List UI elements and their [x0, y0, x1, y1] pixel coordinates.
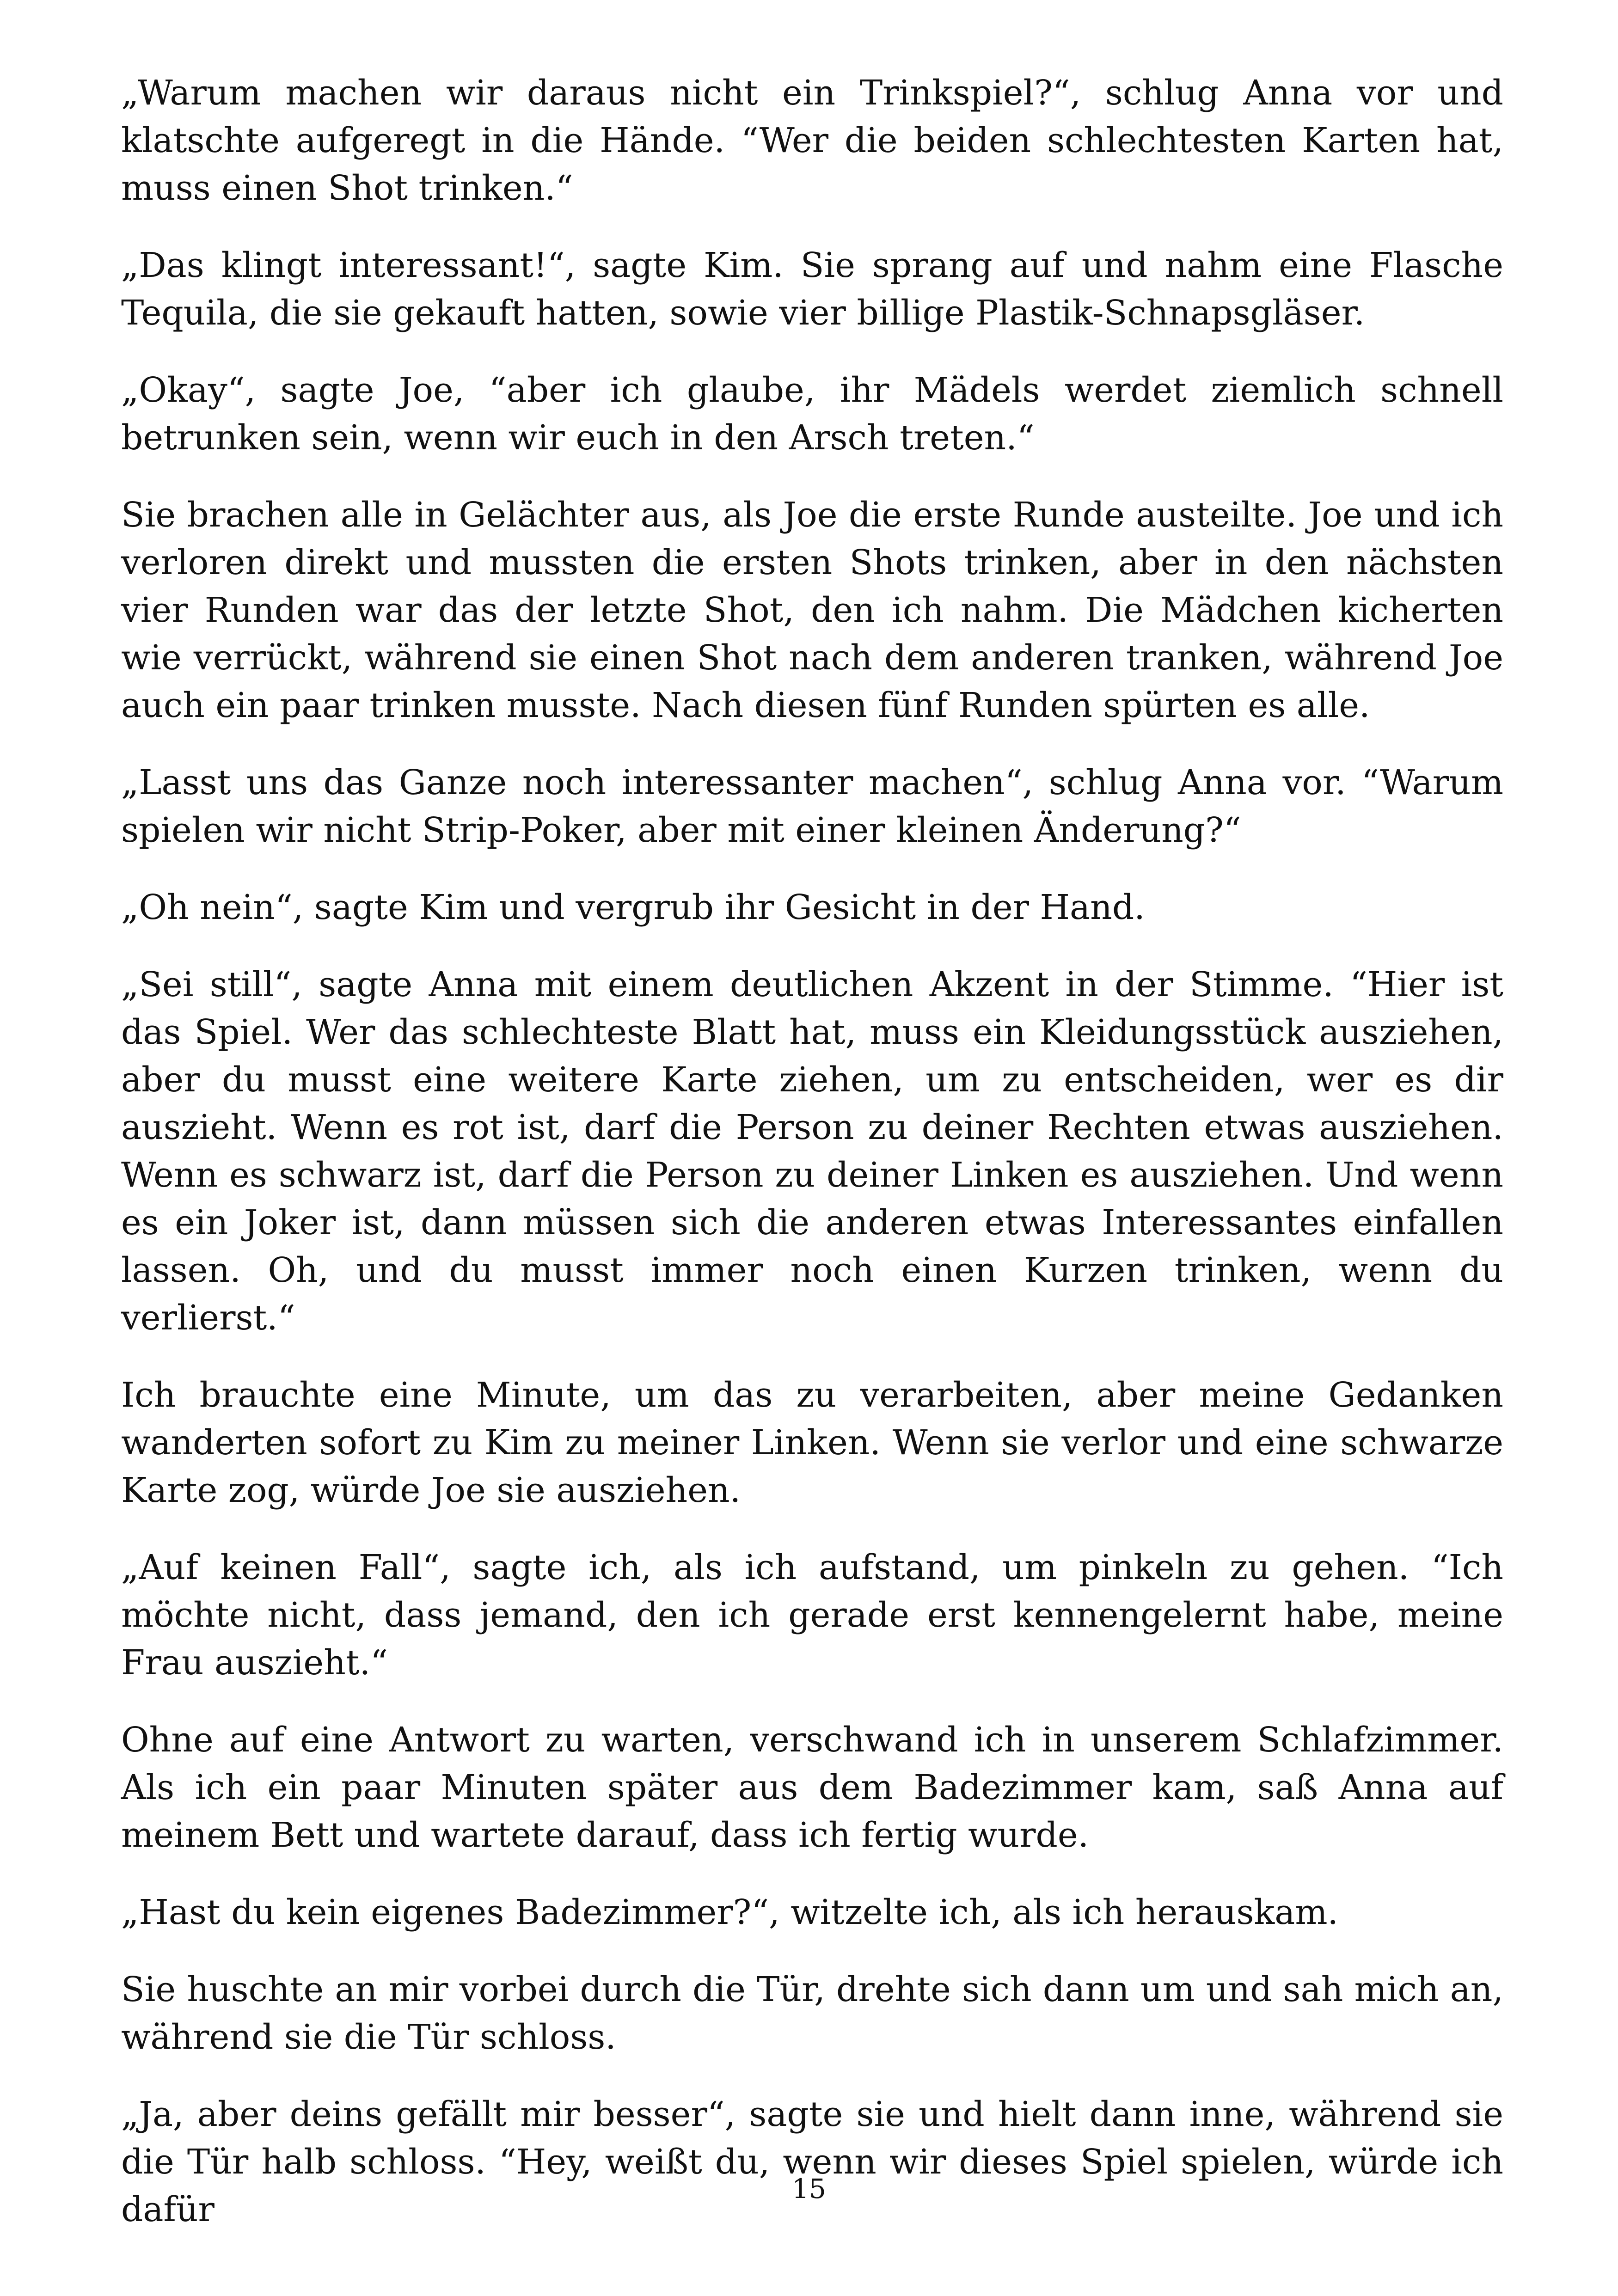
paragraph: „Hast du kein eigenes Badezimmer?“, witzelte ich, als ich herauskam.: [121, 1892, 1339, 1932]
paragraph: Sie brachen alle in Gelächter aus, als Joe die erste Runde austeilte. Joe und ich verloren direkt und mussten die ersten Shots trinken, aber in den nächsten vier Runden war das der letzte Shot, den ich nahm. Die Mädchen kicherten wie verrückt, während sie einen Shot nach dem anderen tranken, während Joe auch ein paar trinken musste. Nach diesen fünf Runden spürten es alle.: [121, 495, 1503, 725]
paragraph: Sie huschte an mir vorbei durch die Tür, drehte sich dann um und sah mich an, während sie die Tür schloss.: [121, 1970, 1503, 2057]
paragraph: „Lasst uns das Ganze noch interessanter machen“, schlug Anna vor. “Warum spielen wir nicht Strip-Poker, aber mit einer kleinen Änderung?“: [121, 763, 1503, 850]
paragraph: „Sei still“, sagte Anna mit einem deutlichen Akzent in der Stimme. “Hier ist das Spiel. Wer das schlechteste Blatt hat, muss ein Kleidungsstück ausziehen, aber du musst eine weitere Karte ziehen, um zu entscheiden, wer es dir auszieht. Wenn es rot ist, darf die Person zu deiner Rechten etwas ausziehen. Wenn es schwarz ist, darf die Person zu deiner Linken es ausziehen. Und wenn es ein Joker ist, dann müssen sich die anderen etwas Interessantes einfallen lassen. Oh, und du musst immer noch einen Kurzen trinken, wenn du verlierst.“: [121, 965, 1503, 1338]
paragraph: Ich brauchte eine Minute, um das zu verarbeiten, aber meine Gedanken wanderten sofort zu Kim zu meiner Linken. Wenn sie verlor und eine schwarze Karte zog, würde Joe sie ausziehen.: [121, 1375, 1503, 1510]
paragraph: „Warum machen wir daraus nicht ein Trinkspiel?“, schlug Anna vor und klatschte aufgeregt in die Hände. “Wer die beiden schlechtesten Karten hat, muss einen Shot trinken.“: [121, 73, 1503, 208]
paragraph: „Auf keinen Fall“, sagte ich, als ich aufstand, um pinkeln zu gehen. “Ich möchte nicht, dass jemand, den ich gerade erst kennengelernt habe, meine Frau auszieht.“: [121, 1548, 1503, 1683]
paragraph: „Okay“, sagte Joe, “aber ich glaube, ihr Mädels werdet ziemlich schnell betrunken sein, wenn wir euch in den Arsch treten.“: [121, 370, 1503, 458]
page-number: 15: [792, 2173, 826, 2204]
paragraph: Ohne auf eine Antwort zu warten, verschwand ich in unserem Schlafzimmer. Als ich ein paar Minuten später aus dem Badezimmer kam, saß Anna auf meinem Bett und wartete darauf, dass ich fertig wurde.: [121, 1720, 1503, 1855]
paragraph: „Oh nein“, sagte Kim und vergrub ihr Gesicht in der Hand.: [121, 888, 1145, 927]
paragraph: „Das klingt interessant!“, sagte Kim. Sie sprang auf und nahm eine Flasche Tequila, die sie gekauft hatten, sowie vier billige Plastik-Schnapsgläser.: [121, 245, 1503, 333]
paragraph: „Ja, aber deins gefällt mir besser“, sagte sie und hielt dann inne, während sie die Tür halb schloss. “Hey, weißt du, wenn wir dieses Spiel spielen, würde ich dafür: [121, 2094, 1503, 2229]
